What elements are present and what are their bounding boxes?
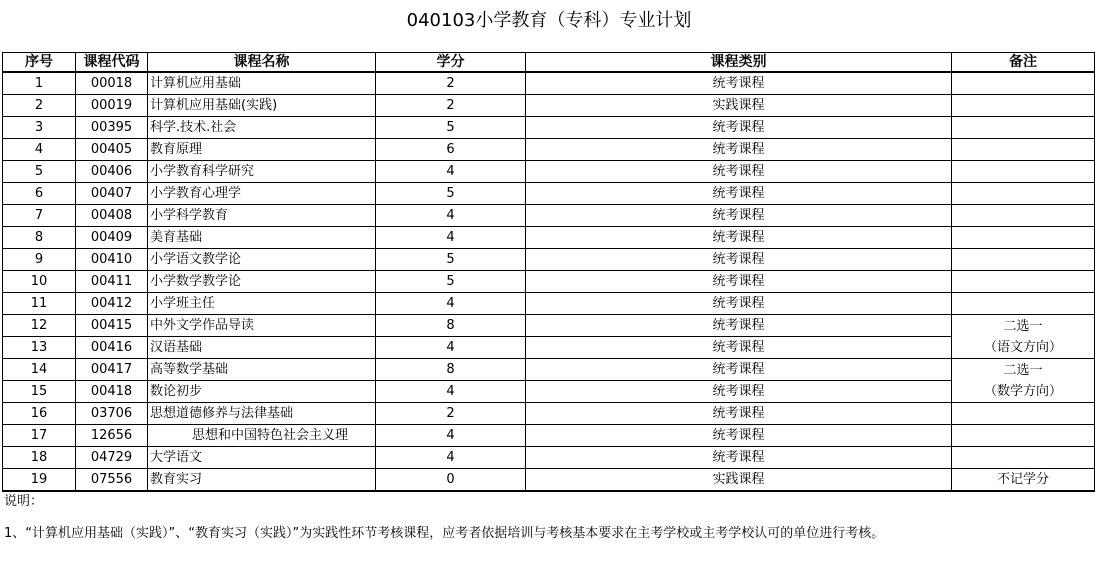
cell-name: 小学教育心理学	[148, 183, 376, 205]
cell-credit: 8	[376, 315, 526, 337]
cell-type: 统考课程	[526, 359, 952, 381]
cell-type: 统考课程	[526, 117, 952, 139]
remark-math-line2: （数学方向）	[983, 383, 1062, 399]
cell-name: 大学语文	[148, 447, 376, 469]
cell-no: 8	[3, 227, 76, 249]
cell-credit: 5	[376, 271, 526, 293]
cell-credit: 4	[376, 161, 526, 183]
cell-no: 15	[3, 381, 76, 403]
cell-no: 6	[3, 183, 76, 205]
cell-no: 4	[3, 139, 76, 161]
table-row	[3, 205, 1095, 227]
cell-code: 00409	[76, 227, 148, 249]
table-row	[3, 161, 1095, 183]
cell-remark	[952, 227, 1095, 249]
table-row	[3, 469, 1095, 492]
cell-code: 00406	[76, 161, 148, 183]
cell-remark	[952, 117, 1095, 139]
cell-code: 00415	[76, 315, 148, 337]
table-row	[3, 381, 1095, 403]
cell-code: 00410	[76, 249, 148, 271]
cell-name: 小学教育科学研究	[148, 161, 376, 183]
table-row	[3, 139, 1095, 161]
cell-code: 00395	[76, 117, 148, 139]
cell-name: 数论初步	[148, 381, 376, 403]
cell-credit: 2	[376, 95, 526, 117]
cell-name: 中外文学作品导读	[148, 315, 376, 337]
cell-remark	[952, 183, 1095, 205]
cell-code: 00408	[76, 205, 148, 227]
cell-no: 7	[3, 205, 76, 227]
cell-type: 统考课程	[526, 205, 952, 227]
cell-name: 高等数学基础	[148, 359, 376, 381]
course-plan-table	[2, 52, 1095, 492]
table-row	[3, 447, 1095, 469]
cell-remark	[952, 271, 1095, 293]
cell-no: 12	[3, 315, 76, 337]
cell-name: 美育基础	[148, 227, 376, 249]
cell-code: 00416	[76, 337, 148, 359]
table-row	[3, 337, 1095, 359]
header-seq: 序号	[3, 53, 76, 73]
cell-type: 统考课程	[526, 249, 952, 271]
cell-code: 03706	[76, 403, 148, 425]
table-row	[3, 425, 1095, 447]
header-name: 课程名称	[148, 53, 376, 73]
table-row	[3, 227, 1095, 249]
cell-type: 统考课程	[526, 337, 952, 359]
table-row	[3, 95, 1095, 117]
cell-no: 5	[3, 161, 76, 183]
cell-name: 思想和中国特色社会主义理	[148, 425, 376, 447]
cell-type: 统考课程	[526, 161, 952, 183]
cell-no: 19	[3, 469, 76, 492]
cell-code: 00018	[76, 72, 148, 95]
cell-type: 实践课程	[526, 95, 952, 117]
table-row	[3, 293, 1095, 315]
cell-name: 汉语基础	[148, 337, 376, 359]
cell-name: 计算机应用基础(实践)	[148, 95, 376, 117]
cell-name: 小学班主任	[148, 293, 376, 315]
table-row	[3, 315, 1095, 337]
table-row	[3, 403, 1095, 425]
cell-no: 9	[3, 249, 76, 271]
cell-no: 2	[3, 95, 76, 117]
header-type: 课程类别	[526, 53, 952, 73]
cell-remark	[952, 161, 1095, 183]
cell-code: 04729	[76, 447, 148, 469]
cell-credit: 4	[376, 337, 526, 359]
cell-no: 14	[3, 359, 76, 381]
cell-remark	[952, 139, 1095, 161]
cell-name: 小学语文教学论	[148, 249, 376, 271]
remark-math-choice	[952, 359, 1095, 403]
cell-code: 00412	[76, 293, 148, 315]
cell-name: 教育实习	[148, 469, 376, 492]
cell-type: 统考课程	[526, 271, 952, 293]
cell-type: 统考课程	[526, 183, 952, 205]
cell-no: 16	[3, 403, 76, 425]
table-header-row	[3, 53, 1095, 73]
cell-name: 小学科学教育	[148, 205, 376, 227]
cell-remark: 不记学分	[952, 469, 1095, 492]
cell-remark	[952, 249, 1095, 271]
cell-remark	[952, 95, 1095, 117]
note-item-1: 1、“计算机应用基础（实践）”、“教育实习（实践）”为实践性环节考核课程，应考者依据培训与考核基本要求在主考学校或主考学校认可的单位进行考核。	[4, 526, 885, 541]
cell-no: 17	[3, 425, 76, 447]
cell-code: 00019	[76, 95, 148, 117]
cell-no: 10	[3, 271, 76, 293]
cell-credit: 4	[376, 227, 526, 249]
notes-label: 说明：	[4, 494, 44, 509]
cell-credit: 6	[376, 139, 526, 161]
cell-name: 小学数学教学论	[148, 271, 376, 293]
cell-credit: 4	[376, 205, 526, 227]
cell-code: 00418	[76, 381, 148, 403]
cell-credit: 5	[376, 117, 526, 139]
cell-credit: 8	[376, 359, 526, 381]
remark-chinese-line1: 二选一	[1003, 318, 1043, 334]
cell-type: 统考课程	[526, 447, 952, 469]
remark-chinese-line2: （语文方向）	[983, 339, 1062, 355]
cell-code: 00407	[76, 183, 148, 205]
cell-code: 00405	[76, 139, 148, 161]
cell-name: 计算机应用基础	[148, 72, 376, 95]
cell-remark	[952, 72, 1095, 95]
cell-remark	[952, 447, 1095, 469]
cell-credit: 0	[376, 469, 526, 492]
cell-no: 1	[3, 72, 76, 95]
cell-credit: 5	[376, 249, 526, 271]
cell-type: 统考课程	[526, 381, 952, 403]
cell-type: 统考课程	[526, 403, 952, 425]
cell-no: 11	[3, 293, 76, 315]
remark-chinese-choice	[952, 315, 1095, 359]
cell-code: 12656	[76, 425, 148, 447]
cell-type: 实践课程	[526, 469, 952, 492]
cell-remark	[952, 205, 1095, 227]
cell-type: 统考课程	[526, 425, 952, 447]
cell-credit: 2	[376, 72, 526, 95]
cell-no: 18	[3, 447, 76, 469]
cell-type: 统考课程	[526, 72, 952, 95]
header-remark: 备注	[952, 53, 1095, 73]
cell-name: 思想道德修养与法律基础	[148, 403, 376, 425]
table-row	[3, 249, 1095, 271]
cell-name: 教育原理	[148, 139, 376, 161]
header-credit: 学分	[376, 53, 526, 73]
page-title: 040103小学教育（专科）专业计划	[406, 10, 692, 31]
cell-credit: 5	[376, 183, 526, 205]
cell-no: 13	[3, 337, 76, 359]
cell-remark	[952, 425, 1095, 447]
cell-credit: 4	[376, 425, 526, 447]
cell-type: 统考课程	[526, 139, 952, 161]
cell-type: 统考课程	[526, 315, 952, 337]
cell-name: 科学.技术.社会	[148, 117, 376, 139]
cell-type: 统考课程	[526, 293, 952, 315]
cell-remark	[952, 293, 1095, 315]
table-row	[3, 183, 1095, 205]
cell-type: 统考课程	[526, 227, 952, 249]
cell-code: 07556	[76, 469, 148, 492]
cell-remark	[952, 403, 1095, 425]
cell-credit: 4	[376, 447, 526, 469]
cell-credit: 4	[376, 293, 526, 315]
table-row	[3, 359, 1095, 381]
cell-credit: 2	[376, 403, 526, 425]
cell-code: 00417	[76, 359, 148, 381]
cell-code: 00411	[76, 271, 148, 293]
header-code: 课程代码	[76, 53, 148, 73]
cell-credit: 4	[376, 381, 526, 403]
remark-math-line1: 二选一	[1003, 362, 1043, 378]
cell-no: 3	[3, 117, 76, 139]
table-row	[3, 117, 1095, 139]
table-row	[3, 72, 1095, 95]
table-row	[3, 271, 1095, 293]
